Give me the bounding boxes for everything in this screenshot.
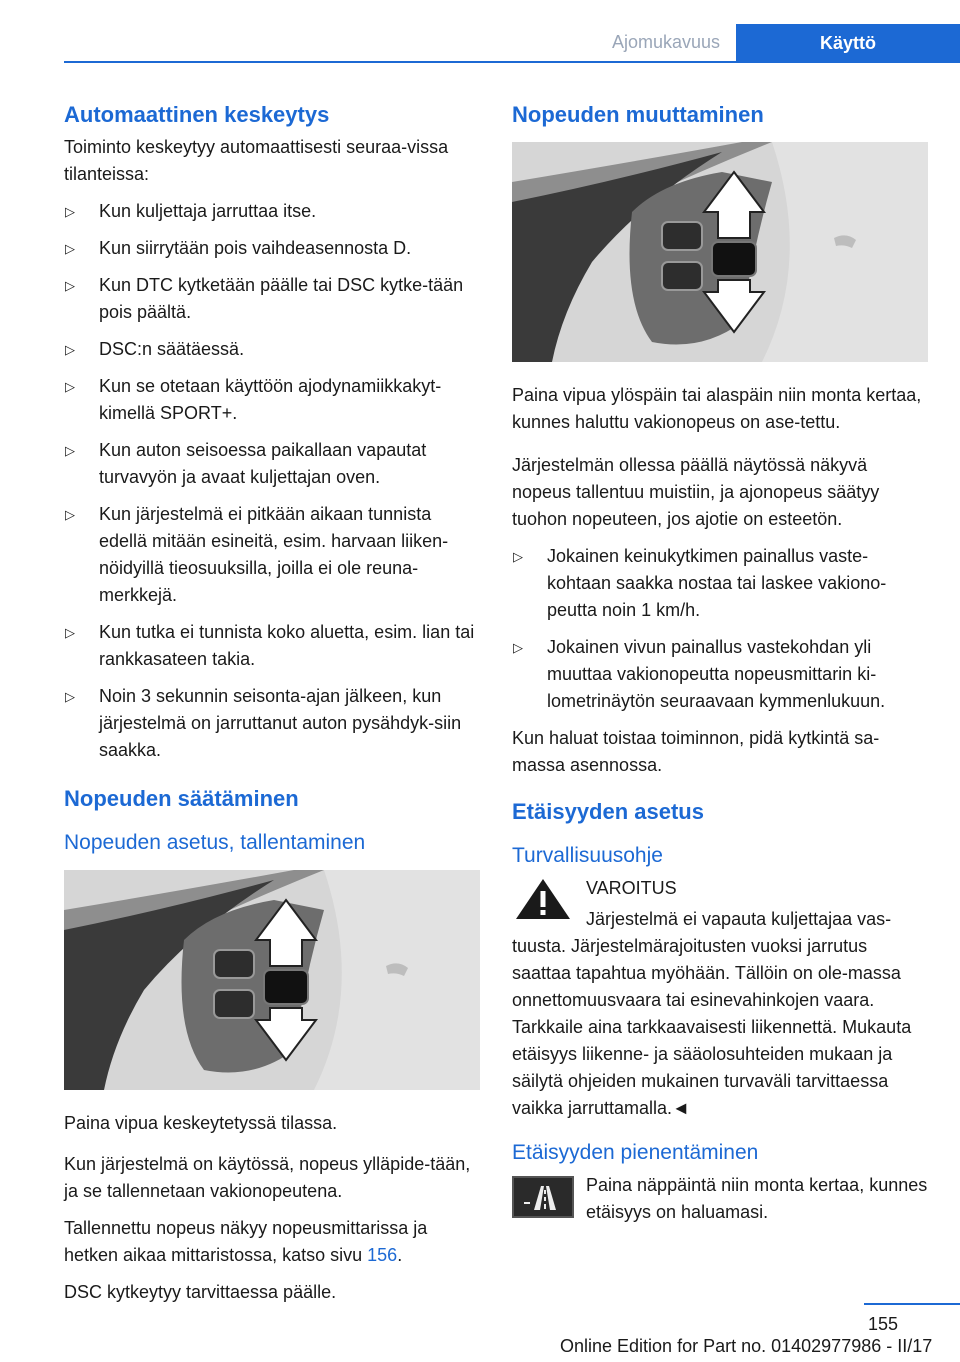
bullet-triangle-icon: ▷ [65,443,75,458]
list-item-text: Kun se otetaan käyttöön ajodynamiikkakyt-kimellä SPORT+. [99,376,442,423]
list-item [64,336,480,363]
speed-set-text-3-main: Tallennettu nopeus näkyy nopeusmittarissa ja hetken aikaa mittaristossa, katso sivu [64,1218,428,1265]
page-header [64,24,960,62]
warning-text: Järjestelmä ei vapauta kuljettajaa vas-tuusta. Järjestelmärajoitusten vuoksi jarrutus saattaa tapahtua myöhään. Tällöin on ole-massa onnettomuusvaara tai esinevahinkojen vaara. Tarkkaile aina tarkkaavaisesti liikennettä. Mukauta etäisyys liikenne- ja sääolosuhteiden mukaan ja säilytä ohjeiden mukainen turvaväli tarvittaessa vaikka jarruttamalla.◄ [512,909,912,1118]
list-item [64,683,480,764]
list-item [512,543,928,624]
list-item-text: Kun kuljettaja jarruttaa itse. [99,201,317,221]
list-item-text: Jokainen keinukytkimen painallus vaste-kohtaan saakka nostaa tai laskee vakiono-peutta noin 1 km/h. [547,546,887,620]
bullet-triangle-icon: ▷ [65,379,75,394]
distance-decrease-text: Paina näppäintä niin monta kertaa, kunnes etäisyys on haluamasi. [586,1175,928,1222]
list-item [64,501,480,609]
auto-stop-heading: Automaattinen keskeytys [64,102,330,127]
warning-triangle-icon [512,877,574,921]
header-rule [64,61,960,63]
list-item [64,437,480,491]
list-item-text: Kun DTC kytketään päälle tai DSC kytke-tään pois päältä. [99,275,464,322]
list-item-text: DSC:n säätäessä. [99,339,245,359]
bullet-triangle-icon: ▷ [65,507,75,522]
speed-change-text-1: Paina vipua ylöspäin tai alaspäin niin monta kertaa, kunnes haluttu vakionopeus on ase-tettu. [512,385,922,432]
distance-decrease-block [512,1172,928,1226]
bullet-triangle-icon: ▷ [65,625,75,640]
bullet-triangle-icon: ▷ [513,640,523,655]
list-item-text: Noin 3 sekunnin seisonta-ajan jälkeen, kun järjestelmä on jarruttanut auton pysähdyk-siin saakka. [99,686,462,760]
page-156-link[interactable]: 156 [367,1245,398,1265]
distance-heading: Etäisyyden asetus [512,799,704,824]
bullet-triangle-icon: ▷ [513,549,523,564]
warning-block [512,875,928,1122]
right-column [512,100,928,1236]
steering-wheel-image-2 [512,142,928,362]
list-item [64,619,480,673]
list-item-text: Kun järjestelmä ei pitkään aikaan tunnista edellä mitään esineitä, esim. harvaan liiken-nöidyillä tieosuuksilla, joilla ei ole reuna-merkkejä. [99,504,449,605]
list-item-text: Kun auton seisoessa paikallaan vapautat turvavyön ja avaat kuljettajan oven. [99,440,427,487]
list-item [64,198,480,225]
speed-set-text-3-end: . [397,1245,403,1265]
speed-change-text-2: Järjestelmän ollessa päällä näytössä näkyvä nopeus tallentuu muistiin, ja ajonopeus säätyy tuohon nopeuteen, jos ajotie on esteetön. [512,455,880,529]
list-item [64,272,480,326]
safety-heading: Turvallisuusohje [512,844,663,867]
footer-rule [864,1303,960,1305]
speed-adjust-heading: Nopeuden säätäminen [64,786,299,811]
speed-set-text-3 [64,1215,480,1269]
speed-change-list [512,543,928,715]
list-item [512,634,928,715]
bullet-triangle-icon: ▷ [65,278,75,293]
bullet-triangle-icon: ▷ [65,342,75,357]
speed-set-text-4: DSC kytkeytyy tarvittaessa päälle. [64,1282,337,1302]
edition-note: Online Edition for Part no. 01402977986 - II/17 [560,1336,933,1356]
distance-button-icon [512,1176,574,1218]
list-item-text: Kun tutka ei tunnista koko aluetta, esim. lian tai rankkasateen takia. [99,622,475,669]
header-chapter-tab: Käyttö [736,24,960,63]
bullet-triangle-icon: ▷ [65,204,75,219]
warning-label: VAROITUS [586,878,677,898]
header-section-label: Ajomukavuus [611,32,720,52]
speed-change-heading: Nopeuden muuttaminen [512,102,764,127]
speed-set-text-1: Paina vipua keskeytetyssä tilassa. [64,1113,338,1133]
auto-stop-intro: Toiminto keskeytyy automaattisesti seuraa-vissa tilanteissa: [64,137,449,184]
steering-wheel-image [64,870,480,1090]
distance-decrease-heading: Etäisyyden pienentäminen [512,1141,759,1164]
list-item [64,373,480,427]
list-item-text: Kun siirrytään pois vaihdeasennosta D. [99,238,412,258]
speed-change-text-3: Kun haluat toistaa toiminnon, pidä kytkintä sa-massa asennossa. [512,728,880,775]
page-number: 155 [867,1314,898,1334]
speed-set-heading: Nopeuden asetus, tallentaminen [64,831,366,854]
list-item [64,235,480,262]
list-item-text: Jokainen vivun painallus vastekohdan yli muuttaa vakionopeutta nopeusmittarin ki-lometrinäytön seuraavaan kymmenlukuun. [547,637,886,711]
auto-stop-list [64,198,480,764]
speed-set-text-2: Kun järjestelmä on käytössä, nopeus ylläpide-tään, ja se tallennetaan vakionopeutena. [64,1154,471,1201]
left-column [64,100,480,1316]
bullet-triangle-icon: ▷ [65,241,75,256]
bullet-triangle-icon: ▷ [65,689,75,704]
